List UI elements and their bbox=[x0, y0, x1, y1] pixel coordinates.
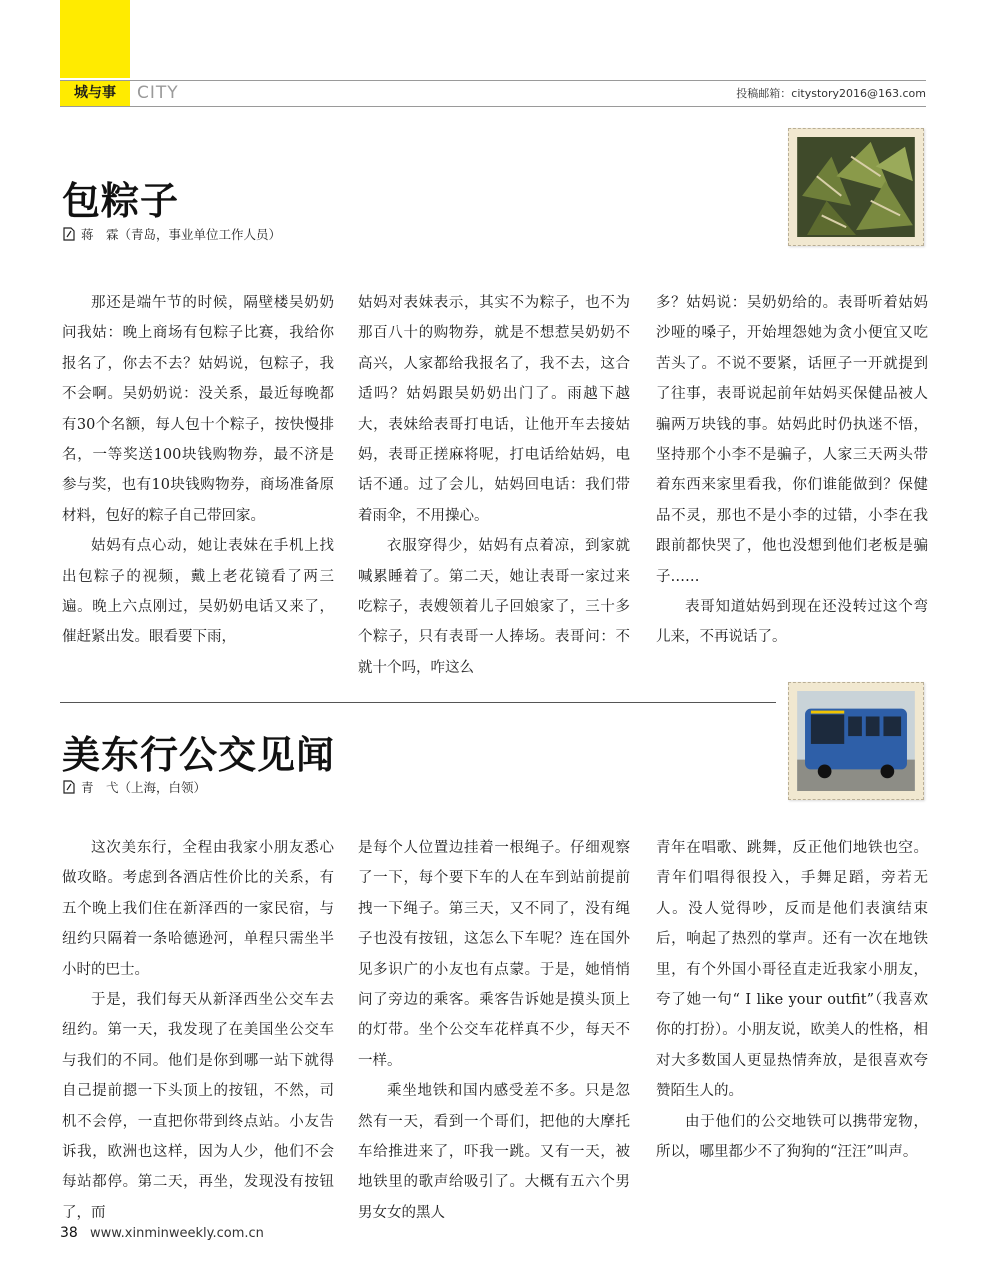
paragraph: 衣服穿得少，姑妈有点着凉，到家就喊累睡着了。第二天，她让表哥一家过来吃粽子，表嫂领着儿子回娘家了，三十多个粽子，只有表哥一人捧场。表哥问：不就十个吗，咋这么 bbox=[358, 538, 630, 676]
zongzi-photo-icon bbox=[797, 137, 915, 237]
article-column bbox=[656, 288, 928, 653]
paragraph: 姑妈有点心动，她让表妹在手机上找出包粽子的视频，戴上老花镜看了两三遍。晚上六点刚过，吴奶奶电话又来了，催赶紧出发。眼看要下雨， bbox=[62, 538, 334, 646]
yellow-corner-bar bbox=[60, 0, 130, 78]
page-footer bbox=[60, 1225, 264, 1241]
paragraph: 是每个人位置边挂着一根绳子。仔细观察了一下，每个要下车的人在车到站前提前拽一下绳子。第三天，又不同了，没有绳子也没有按钮，这怎么下车呢？连在国外见多识广的小友也有点蒙。于是，她悄悄问了旁边的乘客。乘客告诉她是摸头顶上的灯带。坐个公交车花样真不少，每天不一样。 bbox=[358, 840, 630, 1069]
paragraph: 表哥知道姑妈到现在还没转过这个弯儿来，不再说话了。 bbox=[656, 599, 928, 646]
article-column bbox=[656, 833, 928, 1167]
article-byline bbox=[62, 778, 206, 796]
zongzi-photo-stamp bbox=[788, 128, 924, 246]
bus-photo-stamp bbox=[788, 682, 924, 800]
pen-icon bbox=[62, 780, 75, 794]
header-rule-bottom bbox=[60, 106, 926, 107]
section-label: 城与事 bbox=[60, 81, 130, 106]
pen-icon bbox=[62, 227, 75, 241]
submission-email: 投稿邮箱：citystory2016@163.com bbox=[736, 87, 926, 100]
article-byline bbox=[62, 225, 281, 243]
section-label-en: CITY bbox=[137, 83, 179, 103]
article-title: 美东行公交见闻 bbox=[62, 733, 336, 777]
paragraph: 多？姑妈说：吴奶奶给的。表哥听着姑妈沙哑的嗓子，开始埋怨她为贪小便宜又吃苦头了。不说不要紧，话匣子一开就提到了往事，表哥说起前年姑妈买保健品被人骗两万块钱的事。姑妈此时仍执迷不悟，坚持那个小李不是骗子，人家三天两头带着东西来家里看我，你们谁能做到？保健品不灵，那也不是小李的过错，小李在我跟前都快哭了，他也没想到他们老板是骗子…… bbox=[656, 295, 928, 585]
paragraph: 那还是端午节的时候，隔壁楼吴奶奶问我姑：晚上商场有包粽子比赛，我给你报名了，你去不去？姑妈说，包粽子，我不会啊。吴奶奶说：没关系，最近每晚都有30个名额，每人包十个粽子，按快慢排名，一等奖送100块钱购物券，最不济是参与奖，也有10块钱购物券，商场准备原材料，包好的粽子自己带回家。 bbox=[62, 295, 334, 524]
article-divider bbox=[60, 702, 776, 703]
article-column bbox=[358, 288, 630, 683]
paragraph: 乘坐地铁和国内感受差不多。只是忽然有一天，看到一个哥们，把他的大摩托车给推进来了，吓我一跳。又有一天，被地铁里的歌声给吸引了。大概有五六个男男女女的黑人 bbox=[358, 1083, 630, 1221]
byline-text: 青 弋（上海，白领） bbox=[81, 780, 207, 795]
byline-text: 蒋 霖（青岛，事业单位工作人员） bbox=[81, 227, 282, 242]
paragraph: 这次美东行，全程由我家小朋友悉心做攻略。考虑到各酒店性价比的关系，有五个晚上我们住在新泽西的一家民宿，与纽约只隔着一条哈德逊河，单程只需坐半小时的巴士。 bbox=[62, 840, 334, 978]
bus-photo-icon bbox=[797, 691, 915, 791]
paragraph: 姑妈对表妹表示，其实不为粽子，也不为那百八十的购物券，就是不想惹吴奶奶不高兴，人家都给我报名了，我不去，这合适吗？姑妈跟吴奶奶出门了。雨越下越大，表妹给表哥打电话，让他开车去接姑妈，表哥正搓麻将呢，打电话给姑妈，电话不通。过了会儿，姑妈回电话：我们带着雨伞，不用操心。 bbox=[358, 295, 630, 524]
page-number: 38 bbox=[60, 1225, 78, 1241]
article-column bbox=[358, 833, 630, 1228]
paragraph: 青年在唱歌、跳舞，反正他们地铁也空。青年们唱得很投入，手舞足蹈，旁若无人。没人觉得吵，反而是他们表演结束后，响起了热烈的掌声。还有一次在地铁里，有个外国小哥径直走近我家小朋友，夸了她一句“ I like your outfit”（我喜欢你的打扮）。小朋友说，欧美人的性格，相对大多数国人更显热情奔放，是很喜欢夸赞陌生人的。 bbox=[656, 840, 928, 1100]
article-column bbox=[62, 833, 334, 1228]
paragraph: 于是，我们每天从新泽西坐公交车去纽约。第一天，我发现了在美国坐公交车与我们的不同。他们是你到哪一站下就得自己提前摁一下头顶上的按钮，不然，司机不会停，一直把你带到终点站。小友告诉我，欧洲也这样，因为人少，他们不会每站都停。第二天，再坐，发现没有按钮了，而 bbox=[62, 992, 334, 1221]
paragraph: 由于他们的公交地铁可以携带宠物，所以，哪里都少不了狗狗的“汪汪”叫声。 bbox=[656, 1113, 928, 1161]
article-title: 包粽子 bbox=[62, 179, 180, 223]
website-link[interactable]: www.xinminweekly.com.cn bbox=[89, 1226, 264, 1241]
article-column bbox=[62, 288, 334, 653]
